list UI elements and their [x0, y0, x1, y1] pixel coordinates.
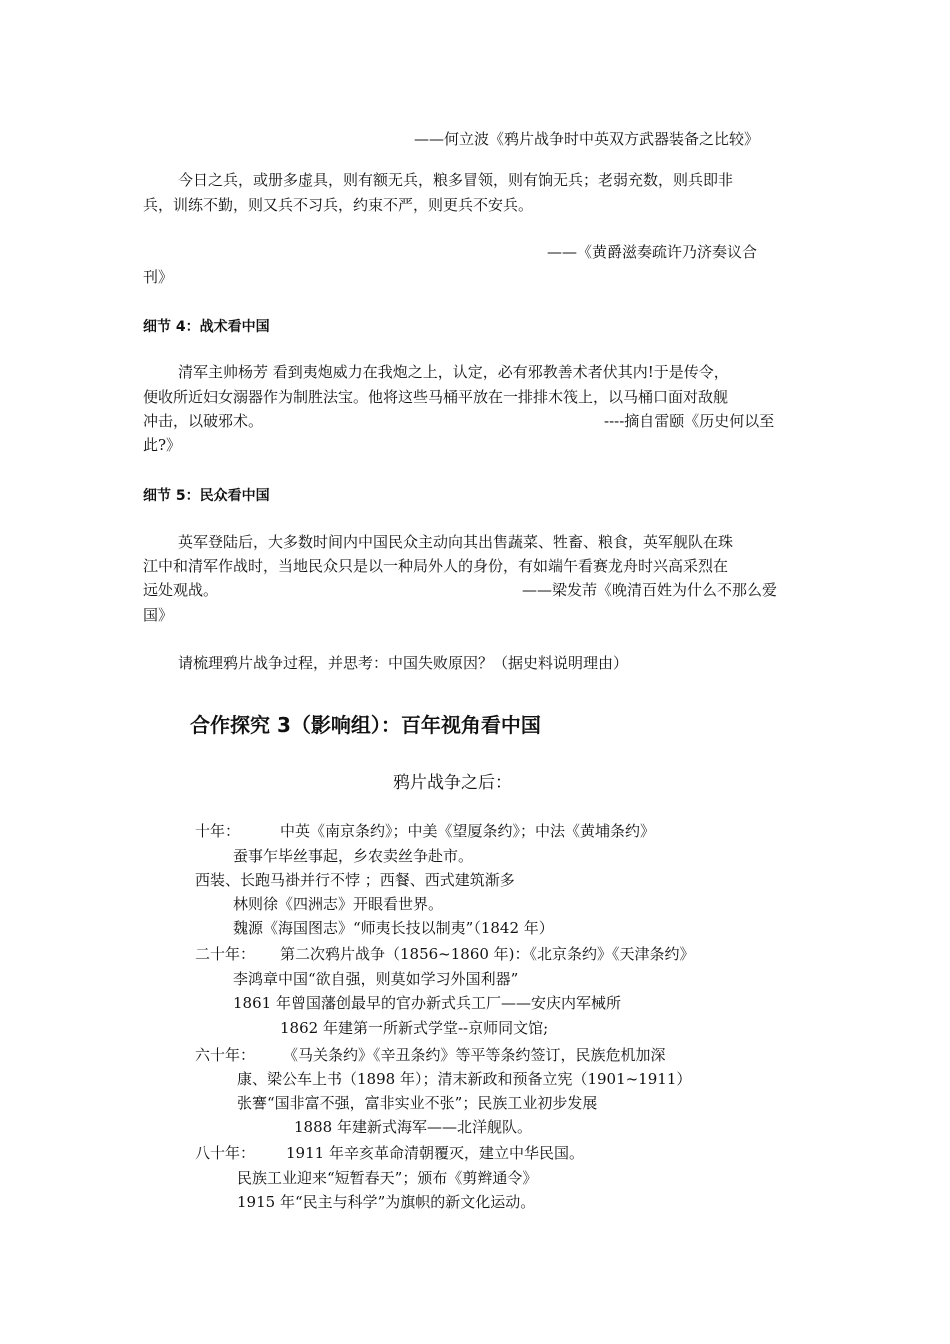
section-title: 合作探究 3（影响组）：百年视角看中国: [190, 713, 541, 737]
quote-source-2-cont: 刊》: [143, 268, 174, 286]
timeline-item: 1862 年建第一所新式学堂--京师同文馆;: [280, 1019, 549, 1037]
timeline-item: 中英《南京条约》；中美《望厦条约》；中法《黄埔条约》: [280, 822, 656, 840]
timeline-item: 魏源《海国图志》“师夷长技以制夷”（1842 年）: [233, 919, 554, 937]
timeline-item: 康、梁公车上书（1898 年）；清末新政和预备立宪（1901~1911）: [237, 1070, 692, 1088]
timeline-item: 1911 年辛亥革命清朝覆灭，建立中华民国。: [286, 1144, 584, 1162]
detail-4-source: ----摘自雷颐《历史何以至: [604, 412, 775, 430]
timeline-item: 张謇“国非富不强，富非实业不张”；民族工业初步发展: [237, 1094, 598, 1112]
timeline-item: 林则徐《四洲志》开眼看世界。: [233, 895, 444, 913]
timeline-item: 《马关条约》《辛丑条约》等平等条约签订，民族危机加深: [283, 1046, 666, 1064]
detail-4-heading: 细节 4：战术看中国: [143, 319, 270, 335]
question-text: 请梳理鸦片战争过程，并思考：中国失败原因？（据史料说明理由）: [178, 654, 629, 672]
timeline-item: 1915 年“民主与科学”为旗帜的新文化运动。: [237, 1193, 536, 1211]
paragraph-line: 今日之兵，或册多虚具，则有额无兵，粮多冒领，则有饷无兵；老弱充数，则兵即非: [178, 171, 734, 189]
detail-5-source-cont: 国》: [143, 606, 174, 624]
paragraph-line: 远处观战。: [143, 581, 219, 599]
paragraph-line: 江中和清军作战时，当地民众只是以一种局外人的身份，有如端午看赛龙舟时兴高采烈在: [143, 557, 729, 575]
detail-4-source-cont: 此?》: [143, 436, 182, 454]
timeline-item: 李鸿章中国“欲自强，则莫如学习外国利器”: [233, 970, 519, 988]
timeline-item: 西装、长跑马褂并行不悖 ；西餐、西式建筑渐多: [195, 871, 515, 889]
timeline-item: 第二次鸦片战争（1856~1860 年)：《北京条约》《天津条约》: [280, 945, 695, 963]
paragraph-line: 英军登陆后，大多数时间内中国民众主动向其出售蔬菜、牲畜、粮食，英军舰队在珠: [178, 533, 734, 551]
timeline-item: 1888 年建新式海军——北洋舰队。: [294, 1118, 532, 1136]
timeline-label-twenty: 二十年：: [195, 945, 256, 963]
paragraph-line: 冲击，以破邪术。: [143, 412, 264, 430]
timeline-label-eighty: 八十年：: [195, 1144, 256, 1162]
subtitle: 鸦片战争之后：: [393, 773, 512, 793]
paragraph-line: 清军主帅杨芳 看到夷炮威力在我炮之上，认定，必有邪教善术者伏其内!于是传令，: [178, 363, 729, 381]
detail-5-source: ——梁发芾《晚清百姓为什么不那么爱: [522, 581, 778, 599]
timeline-label-ten: 十年：: [195, 822, 241, 840]
quote-source-2: ——《黄爵滋奏疏许乃济奏议合: [547, 243, 758, 261]
detail-5-heading: 细节 5：民众看中国: [143, 488, 270, 504]
timeline-item: 蚕事乍毕丝事起，乡农卖丝争赴市。: [233, 847, 474, 865]
paragraph-line: 兵，训练不勤，则又兵不习兵，约束不严，则更兵不安兵。: [143, 196, 534, 214]
timeline-label-sixty: 六十年：: [195, 1046, 256, 1064]
timeline-item: 民族工业迎来“短暂春天”；颁布《剪辫通令》: [237, 1169, 538, 1187]
timeline-item: 1861 年曾国藩创最早的官办新式兵工厂——安庆内军械所: [233, 994, 621, 1012]
paragraph-line: 便收所近妇女溺器作为制胜法宝。他将这些马桶平放在一排排木筏上，以马桶口面对敌舰: [143, 388, 729, 406]
quote-source-1: ——何立波《鸦片战争时中英双方武器装备之比较》: [414, 130, 760, 148]
